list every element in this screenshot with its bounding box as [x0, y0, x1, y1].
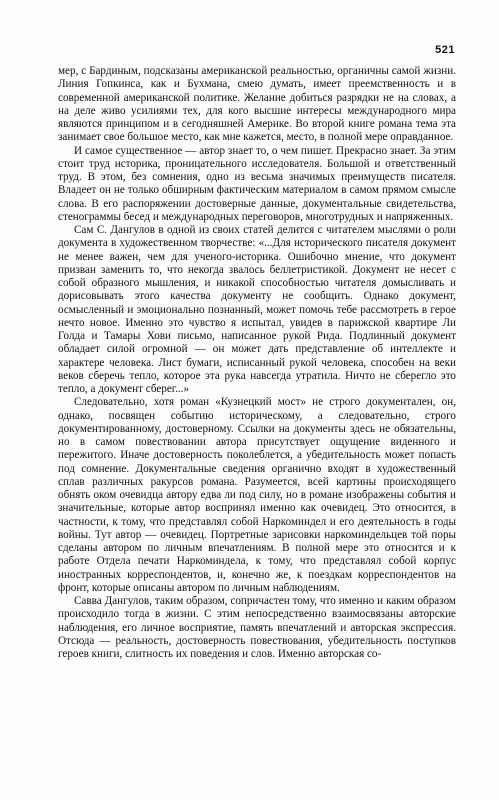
body-text — [58, 65, 456, 661]
paragraph-4: Следовательно, хотя роман «Кузнецкий мост» не строго документален, он, однако, посвящен событию историческому, а следовательно, строго документированному, достоверному. Ссылки на документы здесь не обязательны, но в самом повествовании автора присутствует ощущение виденного и пережитого. Иначе достоверность поколеблется, а убедительность может попасть под сомнение. Документальные сведения органично входят в художественный сплав различных ракурсов романа. Разумеется, всей картины происходящего обнять оком очевидца автору едва ли под силу, но в романе изображены события и значительные, которые автор воспринял именно как очевидец. Это относится, в частности, к тому, что представлял собой Наркоминдел и его деятельность в годы войны. Тут автор — очевидец. Портретные зарисовки наркоминдельцев той поры сделаны автором по личным впечатлениям. В полной мере это относится и к работе Отдела печати Наркоминдела, к тому, что представлял собой корпус иностранных корреспондентов, и, конечно же, к поездкам корреспондентов на фронт, которые описаны автором по личным наблюдениям. — [58, 396, 456, 594]
page-number: 521 — [435, 44, 455, 56]
paragraph-5: Савва Дангулов, таким образом, сопричастен тому, что именно и каким образом происходило тогда в жизни. С этим непосредственно взаимосвязаны авторские наблюдения, его личное восприятие, память впечатлений и авторская экспрессия. Отсюда — реальность, достоверность повествования, убедительность поступков героев книги, слитность их поведения и слов. Именно авторская со- — [58, 595, 456, 660]
paragraph-2: И самое существенное — автор знает то, о чем пишет. Прекрасно знает. За этим стоит труд историка, проницательного исследователя. Большой и ответственный труд. В этом, без сомнения, одно из весьма значимых преимуществ писателя. Владеет он не только обширным фактическим материалом в самом прямом смысле слова. В его распоряжении достоверные данные, документальные свидетельства, стенограммы бесед и международных переговоров, многотрудных и напряженных. — [58, 144, 456, 223]
paragraph-3: Сам С. Дангулов в одной из своих статей делится с читателем мыслями о роли документа в художественном творчестве: «...Для исторического писателя документ не менее важен, чем для ученого-историка. Ошибочно мнение, что документ призван заменить то, что некогда звалось беллетристикой. Документ не несет с собой образного мышления, и никакой способностью читателя домысливать и дорисовывать этого качества документу не сообщить. Однако документ, осмысленный и эмоционально познанный, может помочь тебе рассмотреть в герое нечто новое. Именно это чувство я испытал, увидев в парижской квартире Ли Голда и Тамары Хови письмо, написанное рукой Рида. Подлинный документ обладает силой огромной — он может дать представление об интеллекте и характере человека. Лист бумаги, исписанный рукой человека, способен на веки веков сберечь тепло, которое эта рука навсегда утратила. Ничто не сберегло это тепло, а документ сберег...» — [58, 224, 456, 395]
paragraph-1: мер, с Бардиным, подсказаны американской реальностью, органичны самой жизни. Линия Гопкинса, как и Бухмана, смею думать, имеет преемственность и в современной американской политике. Желание добиться разрядки не на словах, а на деле живо усилиями тех, для кого высшие интересы международного мира являются принципом и в сегодняшней Америке. Во второй книге романа тема эта занимает свое большое место, как мне кажется, место, в полной мере оправданное. — [58, 65, 456, 144]
